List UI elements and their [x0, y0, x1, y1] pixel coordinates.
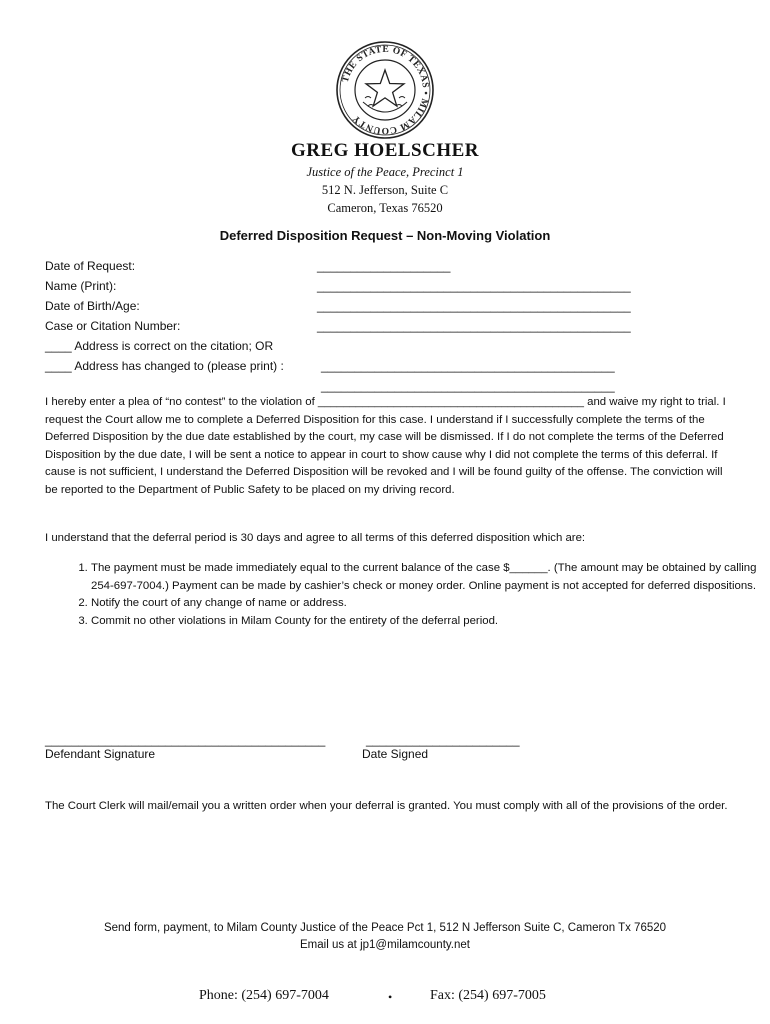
separator-dot: • — [388, 990, 393, 1004]
list-item: 1. The payment must be made immediately equal to the current balance of the case $______. (The amount may be obtained by calling 254-697-7004.) Payment can be made by cashier’s check or money order. Online payment is not accepted for deferred dispositions. — [91, 560, 770, 595]
case-number-field[interactable]: _______________________________________________ — [317, 319, 631, 333]
deferral-terms-list — [45, 560, 770, 630]
address-line-2: Cameron, Texas 76520 — [327, 201, 443, 215]
name-field[interactable]: _______________________________________________ — [317, 279, 631, 293]
new-address-field-2[interactable]: ____________________________________________ — [321, 379, 615, 393]
phone-number: Phone: (254) 697-7004 — [199, 988, 329, 1003]
judge-name: GREG HOELSCHER — [290, 140, 480, 161]
dob-label: Date of Birth/Age: — [45, 299, 140, 313]
send-instructions: Send form, payment, to Milam County Justice of the Peace Pct 1, 512 N Jefferson Suite C, Cameron Tx 76520 — [103, 922, 667, 934]
list-item: 2. Notify the court of any change of name or address. — [91, 595, 770, 613]
dob-field[interactable]: _______________________________________________ — [317, 299, 631, 313]
new-address-field-1[interactable]: ____________________________________________ — [321, 359, 615, 373]
defendant-signature-field[interactable]: __________________________________________ — [45, 733, 326, 747]
clerk-note: The Court Clerk will mail/email you a written order when your deferral is granted. You must comply with all of the provisions of the order. — [45, 800, 728, 812]
date-signed-field[interactable]: _______________________ — [366, 733, 520, 747]
deferral-intro: I understand that the deferral period is 30 days and agree to all terms of this deferred disposition which are: — [45, 532, 586, 544]
defendant-signature-label: Defendant Signature — [45, 747, 156, 761]
svg-text:THE STATE OF TEXAS • MILAM COU: THE STATE OF TEXAS • MILAM COUNTY — [340, 44, 431, 136]
address-correct-option[interactable]: ____ Address is correct on the citation; OR — [45, 339, 274, 353]
date-of-request-label: Date of Request: — [45, 259, 136, 273]
office-title: Justice of the Peace, Precinct 1 — [306, 165, 464, 179]
texas-county-seal-icon — [335, 40, 435, 140]
date-of-request-field[interactable]: ____________________ — [317, 259, 451, 273]
address-changed-option[interactable]: ____ Address has changed to (please print) : — [45, 359, 284, 373]
plea-paragraph: I hereby enter a plea of “no contest” to the violation of __________________________________________ and waive my right to trial. I request the Court allow me to complete a Deferred Disposition for this case. I understand if I successfully complete the terms of the Deferred Disposition by the due date established by the court, my case will be dismissed. If I do not complete the terms of the Deferred Disposition by the due date, I will be sent a notice to appear in court to show cause why I did not complete the terms of this deferral. If cause is not sufficient, I understand the Deferred Disposition will be revoked and I will be found guilty of the offense. The conviction will be reported to the Department of Public Safety to be placed on my driving record. — [45, 396, 726, 496]
email-line: Email us at jp1@milamcounty.net — [300, 939, 470, 951]
date-signed-label: Date Signed — [362, 747, 429, 761]
document-title: Deferred Disposition Request – Non-Moving Violation — [219, 228, 551, 243]
request-form — [45, 257, 655, 397]
list-item: 3. Commit no other violations in Milam County for the entirety of the deferral period. — [91, 613, 770, 631]
fax-number: Fax: (254) 697-7005 — [430, 988, 546, 1003]
address-line-1: 512 N. Jefferson, Suite C — [321, 183, 449, 197]
name-label: Name (Print): — [45, 279, 117, 293]
case-number-label: Case or Citation Number: — [45, 319, 181, 333]
